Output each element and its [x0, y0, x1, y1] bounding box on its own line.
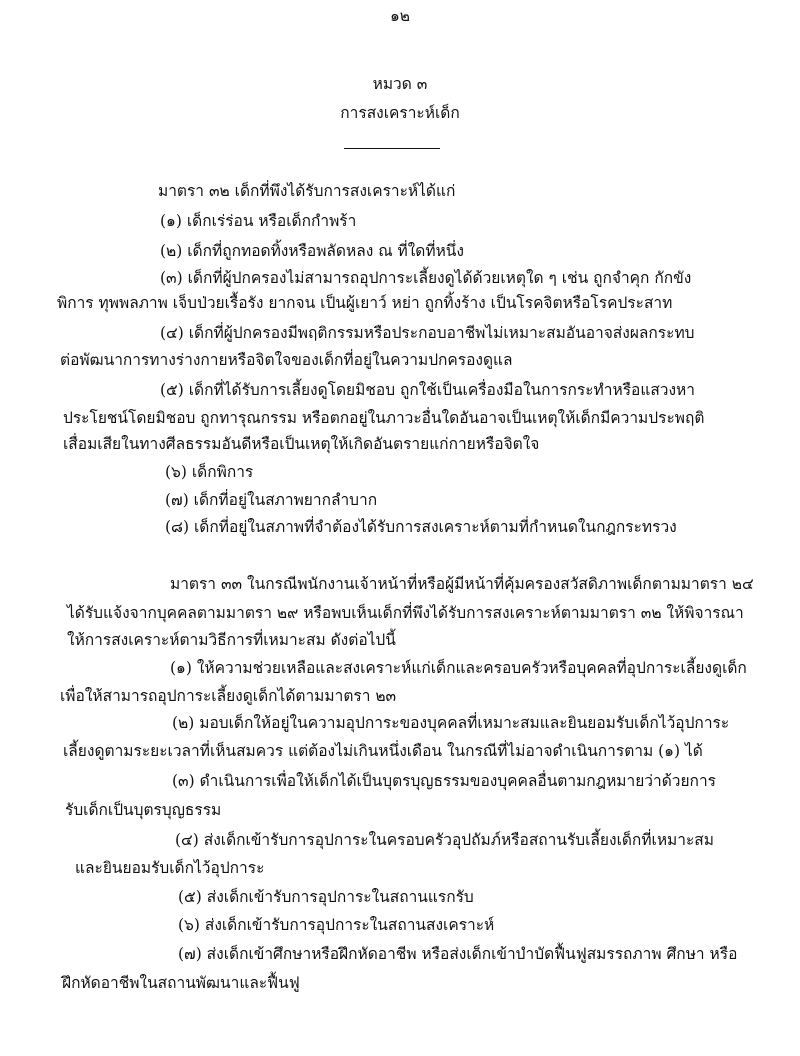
section-32-item-1: (๑) เด็กเร่ร่อน หรือเด็กกำพร้า — [160, 212, 357, 230]
section-33-intro-1: มาตรา ๓๓ ในกรณีพนักงานเจ้าหน้าที่หรือผู้มีหน้าที่คุ้มครองสวัสดิภาพเด็กตามมาตรา ๒๔ — [170, 575, 754, 593]
section-32-item-3: (๓) เด็กที่ผู้ปกครองไม่สามารถอุปการะเลี้ยงดูได้ด้วยเหตุใด ๆ เช่น ถูกจำคุก กักขัง — [160, 269, 692, 287]
section-33-item-4-cont: และยินยอมรับเด็กไว้อุปการะ — [75, 859, 265, 877]
chapter-title: การสงเคราะห์เด็ก — [340, 104, 460, 122]
section-32-item-5-cont-1: ประโยชน์โดยมิชอบ ถูกทารุณกรรม หรือตกอยู่ในภาวะอื่นใดอันอาจเป็นเหตุให้เด็กมีความประพฤติ — [63, 409, 705, 427]
section-32-item-5-cont-2: เสื่อมเสียในทางศีลธรรมอันดีหรือเป็นเหตุให้เกิดอันตรายแก่กายหรือจิตใจ — [63, 435, 540, 453]
section-32-item-6: (๖) เด็กพิการ — [165, 463, 254, 481]
section-33-intro-3: ให้การสงเคราะห์ตามวิธีการที่เหมาะสม ดังต่อไปนี้ — [67, 631, 396, 649]
section-33-item-1-cont: เพื่อให้สามารถอุปการะเลี้ยงดูเด็กได้ตามมาตรา ๒๓ — [60, 687, 397, 705]
section-33-item-1: (๑) ให้ความช่วยเหลือและสงเคราะห์แก่เด็กและครอบครัวหรือบุคคลที่อุปการะเลี้ยงดูเด็ก — [170, 659, 747, 677]
section-33-item-4: (๔) ส่งเด็กเข้ารับการอุปการะในครอบครัวอุปถัมภ์หรือสถานรับเลี้ยงเด็กที่เหมาะสม — [175, 831, 714, 849]
page-number: ๑๒ — [389, 7, 411, 25]
section-32-item-4: (๔) เด็กที่ผู้ปกครองมีพฤติกรรมหรือประกอบอาชีพไม่เหมาะสมอันอาจส่งผลกระทบ — [160, 324, 695, 342]
section-33-item-6: (๖) ส่งเด็กเข้ารับการอุปการะในสถานสงเคราะห์ — [178, 916, 495, 934]
section-32-item-8: (๘) เด็กที่อยู่ในสภาพที่จำต้องได้รับการสงเคราะห์ตามที่กำหนดในกฎกระทรวง — [165, 518, 677, 536]
section-33-item-2-cont: เลี้ยงดูตามระยะเวลาที่เห็นสมควร แต่ต้องไม่เกินหนึ่งเดือน ในกรณีที่ไม่อาจดำเนินการตาม (๑) ได้ — [63, 742, 703, 760]
section-32-item-2: (๒) เด็กที่ถูกทอดทิ้งหรือพลัดหลง ณ ที่ใดที่หนึ่ง — [160, 242, 464, 260]
section-32-item-5: (๕) เด็กที่ได้รับการเลี้ยงดูโดยมิชอบ ถูกใช้เป็นเครื่องมือในการกระทำหรือแสวงหา — [160, 381, 695, 399]
section-33-item-7: (๗) ส่งเด็กเข้าศึกษาหรือฝึกหัดอาชีพ หรือส่งเด็กเข้าบำบัดฟื้นฟูสมรรถภาพ ศึกษา หรือ — [178, 945, 738, 963]
section-33-item-3-cont: รับเด็กเป็นบุตรบุญธรรม — [65, 801, 222, 819]
section-33-item-7-cont: ฝึกหัดอาชีพในสถานพัฒนาและฟื้นฟู — [62, 974, 300, 992]
section-33-item-5: (๕) ส่งเด็กเข้ารับการอุปการะในสถานแรกรับ — [178, 888, 474, 906]
chapter-heading: หมวด ๓ — [372, 75, 428, 93]
section-32-item-7: (๗) เด็กที่อยู่ในสภาพยากลำบาก — [165, 491, 378, 509]
title-underline — [344, 148, 440, 149]
section-33-intro-2: ได้รับแจ้งจากบุคคลตามมาตรา ๒๙ หรือพบเห็นเด็กที่พึงได้รับการสงเคราะห์ตามมาตรา ๓๒ ให้พิจารณา — [67, 604, 744, 622]
section-33-item-2: (๒) มอบเด็กให้อยู่ในความอุปการะของบุคคลที่เหมาะสมและยินยอมรับเด็กไว้อุปการะ — [172, 714, 730, 732]
section-32-item-3-cont: พิการ ทุพพลภาพ เจ็บป่วยเรื้อรัง ยากจน เป็นผู้เยาว์ หย่า ถูกทิ้งร้าง เป็นโรคจิตหรือโรคประสาท — [57, 294, 673, 312]
section-32-intro: มาตรา ๓๒ เด็กที่พึงได้รับการสงเคราะห์ได้แก่ — [158, 182, 456, 200]
section-32-item-4-cont: ต่อพัฒนาการทางร่างกายหรือจิตใจของเด็กที่อยู่ในความปกครองดูแล — [60, 351, 513, 369]
section-33-item-3: (๓) ดำเนินการเพื่อให้เด็กได้เป็นบุตรบุญธรรมของบุคคลอื่นตามกฎหมายว่าด้วยการ — [172, 772, 716, 790]
